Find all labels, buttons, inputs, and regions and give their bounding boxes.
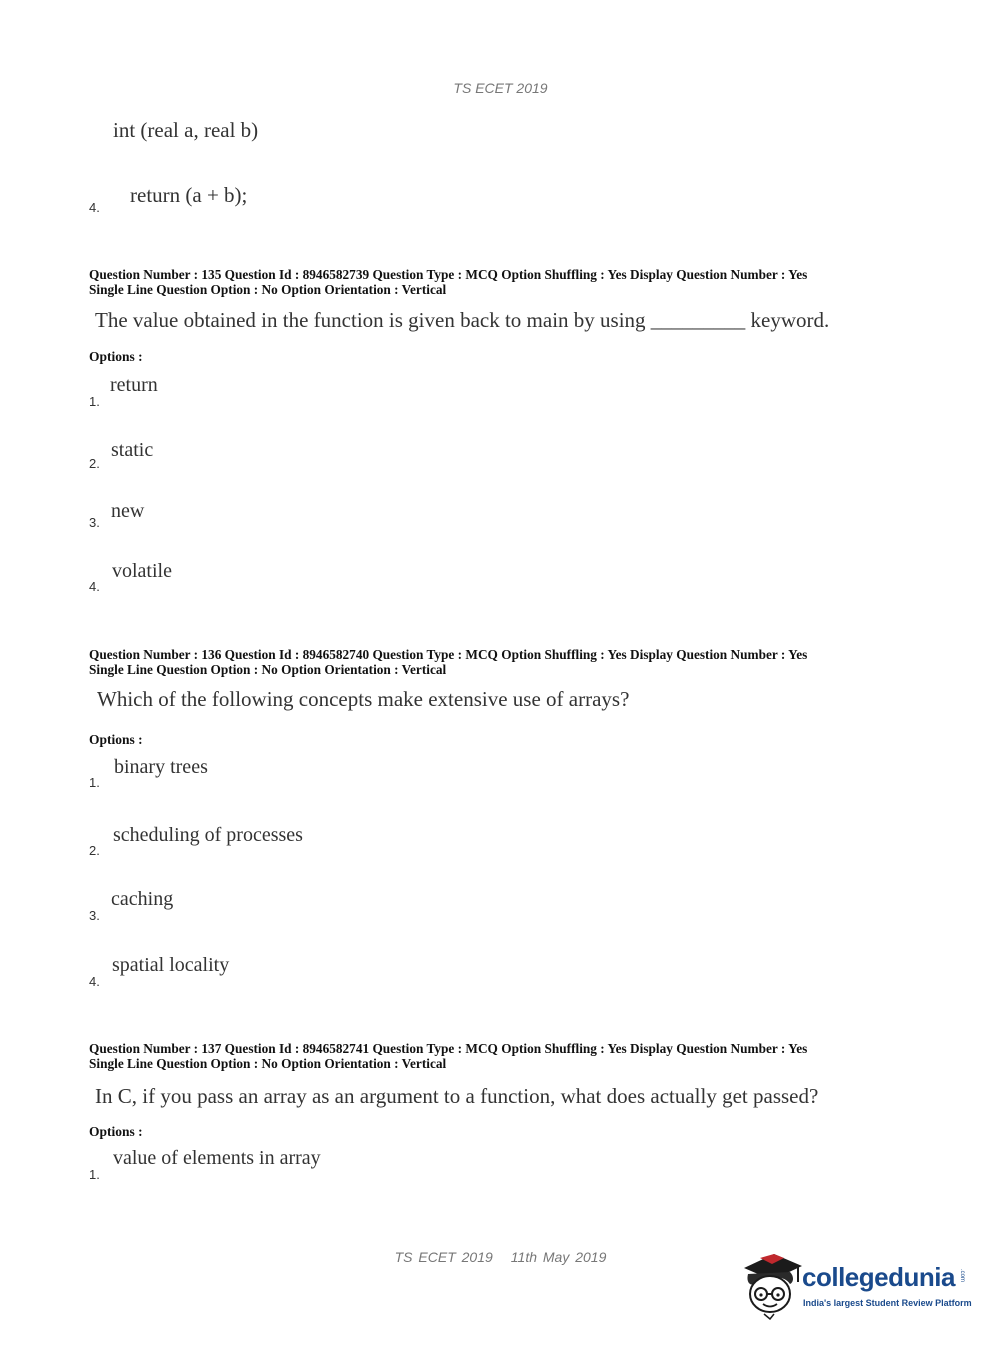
question-text: Which of the following concepts make extensive use of arrays? <box>97 687 630 711</box>
graduate-mascot-icon <box>740 1248 802 1320</box>
question-meta <box>89 268 909 297</box>
option-text: value of elements in array <box>113 1147 321 1169</box>
logo-brand-text: collegedunia <box>802 1262 955 1292</box>
option-text: binary trees <box>114 756 208 778</box>
options-label: Options : <box>89 732 143 747</box>
options-label: Options : <box>89 349 143 364</box>
option-number: 3. <box>89 515 100 530</box>
option-text: static <box>111 439 154 461</box>
question-meta <box>89 1042 909 1071</box>
footer-date: 11th May 2019 <box>510 1249 607 1265</box>
options-label: Options : <box>89 1124 143 1139</box>
question-meta-line1: Question Number : 136 Question Id : 8946582740 Question Type : MCQ Option Shuffling : Yes Display Question Number : Yes <box>89 647 808 662</box>
option-text: new <box>111 500 145 522</box>
question-meta-line1: Question Number : 135 Question Id : 8946582739 Question Type : MCQ Option Shuffling : Yes Display Question Number : Yes <box>89 267 808 282</box>
option-number: 1. <box>89 394 100 409</box>
logo-tagline: India's largest Student Review Platform <box>803 1298 972 1308</box>
option-number: 1. <box>89 1167 100 1182</box>
question-text: In C, if you pass an array as an argument to a function, what does actually get passed? <box>95 1084 819 1108</box>
question-meta <box>89 648 909 677</box>
previous-option-text: return (a + b); <box>130 183 248 207</box>
question-text: The value obtained in the function is given back to main by using _________ keyword. <box>95 308 830 332</box>
previous-option-number: 4. <box>89 200 100 215</box>
option-text: volatile <box>112 560 172 582</box>
option-number: 4. <box>89 974 100 989</box>
question-meta-line2: Single Line Question Option : No Option Orientation : Vertical <box>89 281 447 297</box>
footer-exam: TS ECET 2019 <box>394 1249 493 1265</box>
option-text: caching <box>111 888 174 910</box>
question-meta-line2: Single Line Question Option : No Option Orientation : Vertical <box>89 1055 447 1071</box>
previous-question-code-line: int (real a, real b) <box>113 118 259 142</box>
option-number: 2. <box>89 843 100 858</box>
question-meta-line2: Single Line Question Option : No Option Orientation : Vertical <box>89 661 447 677</box>
option-number: 4. <box>89 579 100 594</box>
logo-dotcom-text: .com <box>959 1269 965 1283</box>
question-meta-line1: Question Number : 137 Question Id : 8946582741 Question Type : MCQ Option Shuffling : Yes Display Question Number : Yes <box>89 1041 808 1056</box>
option-number: 3. <box>89 908 100 923</box>
option-text: spatial locality <box>112 954 230 976</box>
page-header: TS ECET 2019 <box>453 80 548 96</box>
option-text: scheduling of processes <box>113 824 303 846</box>
collegedunia-logo[interactable] <box>740 1248 980 1326</box>
option-text: return <box>110 374 158 396</box>
option-number: 2. <box>89 456 100 471</box>
option-number: 1. <box>89 775 100 790</box>
